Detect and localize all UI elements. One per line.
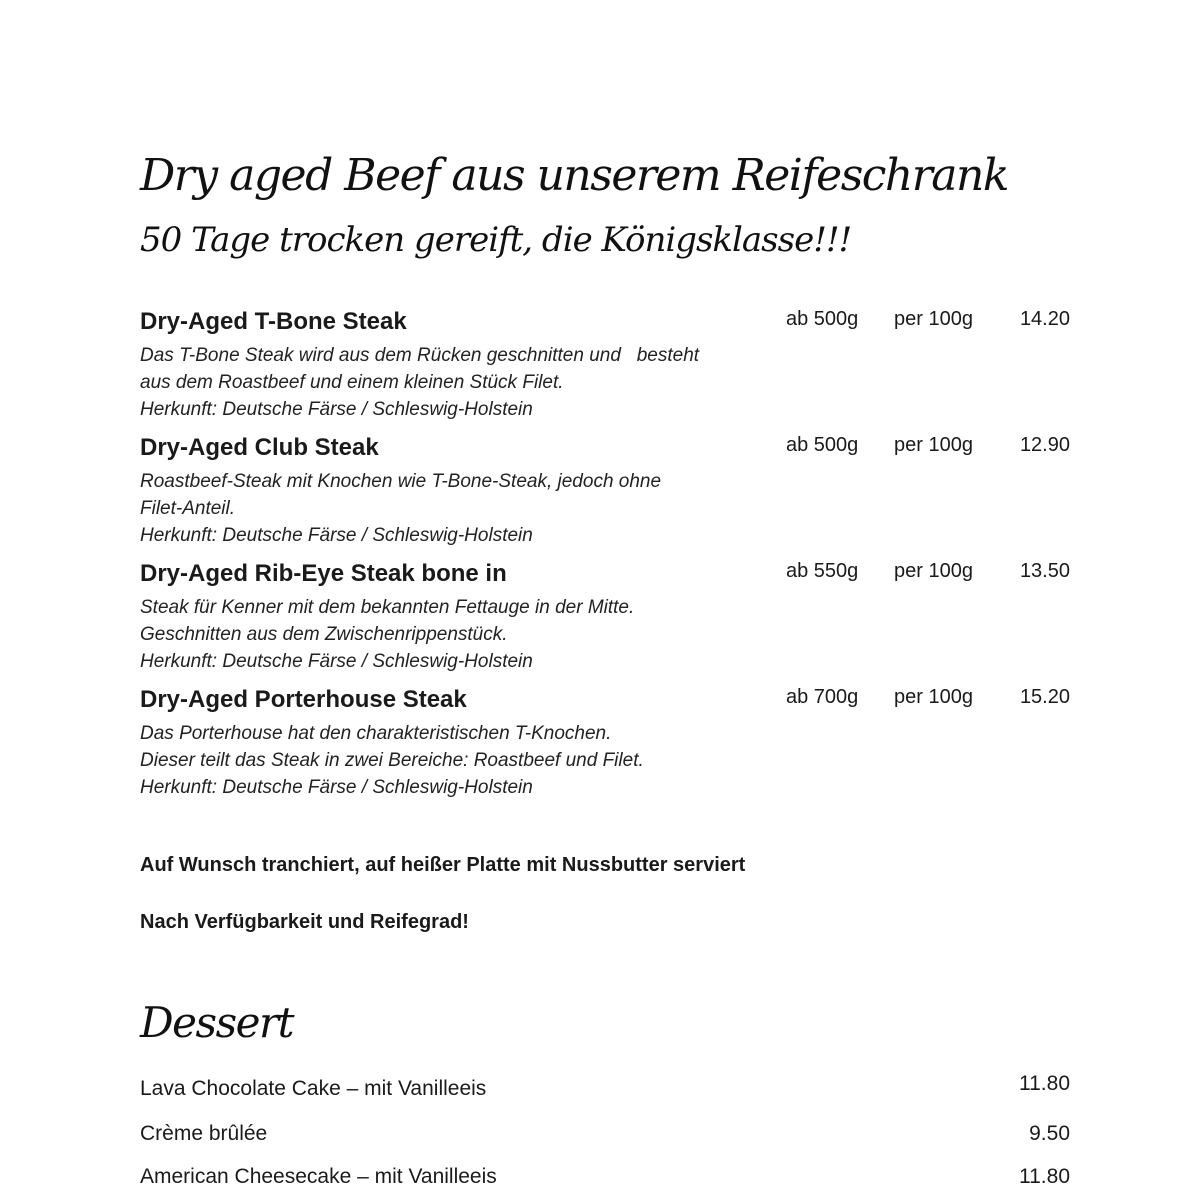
item-weight: ab 700g: [786, 686, 859, 708]
item-name: Dry-Aged T-Bone Steak: [140, 308, 407, 335]
item-unit: per 100g: [894, 308, 973, 330]
item-description: Steak für Kenner mit dem bekannten Fettauge in der Mitte. Geschnitten aus dem Zwischenrippenstück. Herkunft: Deutsche Färse / Schleswig-Holstein: [140, 597, 635, 672]
item-unit: per 100g: [894, 686, 973, 708]
dessert-item-cheesecake: [140, 1165, 1070, 1195]
menu-title: Dry aged Beef aus unserem Reifeschrank: [140, 150, 1009, 201]
item-price: 12.90: [1019, 434, 1070, 456]
dessert-price: 11.80: [1019, 1072, 1070, 1095]
item-unit: per 100g: [894, 560, 973, 582]
dessert-name: Lava Chocolate Cake – mit Vanilleeis: [140, 1077, 487, 1100]
menu-subtitle: 50 Tage trocken gereift, die Königsklasse!!!: [140, 220, 852, 260]
dessert-name: American Cheesecake – mit Vanilleeis: [140, 1165, 497, 1188]
dessert-price: 9.50: [1029, 1122, 1070, 1145]
item-name: Dry-Aged Club Steak: [140, 434, 379, 461]
availability-note: Nach Verfügbarkeit und Reifegrad!: [140, 911, 469, 933]
item-name: Dry-Aged Rib-Eye Steak bone in: [140, 560, 507, 587]
dessert-item-creme-brulee: [140, 1122, 1070, 1152]
dessert-price: 11.80: [1019, 1165, 1070, 1188]
item-description: Roastbeef-Steak mit Knochen wie T-Bone-Steak, jedoch ohne Filet-Anteil. Herkunft: Deutsche Färse / Schleswig-Holstein: [140, 471, 662, 546]
item-price: 13.50: [1019, 560, 1070, 582]
item-unit: per 100g: [894, 434, 973, 456]
item-price: 15.20: [1019, 686, 1070, 708]
dessert-item-lava-cake: [140, 1072, 1070, 1107]
dessert-name: Crème brûlée: [140, 1122, 268, 1145]
item-weight: ab 500g: [786, 434, 859, 456]
serving-note: Auf Wunsch tranchiert, auf heißer Platte mit Nussbutter serviert: [140, 854, 746, 876]
item-description: Das T-Bone Steak wird aus dem Rücken geschnitten und besteht aus dem Roastbeef und einem kleinen Stück Filet. Herkunft: Deutsche Färse / Schleswig-Holstein: [140, 345, 700, 420]
item-weight: ab 500g: [786, 308, 859, 330]
item-description: Das Porterhouse hat den charakteristischen T-Knochen. Dieser teilt das Steak in zwei Bereiche: Roastbeef und Filet. Herkunft: Deutsche Färse / Schleswig-Holstein: [140, 723, 644, 798]
item-name: Dry-Aged Porterhouse Steak: [140, 686, 467, 713]
item-weight: ab 550g: [786, 560, 859, 582]
dessert-title: Dessert: [140, 998, 293, 1047]
item-price: 14.20: [1019, 308, 1070, 330]
